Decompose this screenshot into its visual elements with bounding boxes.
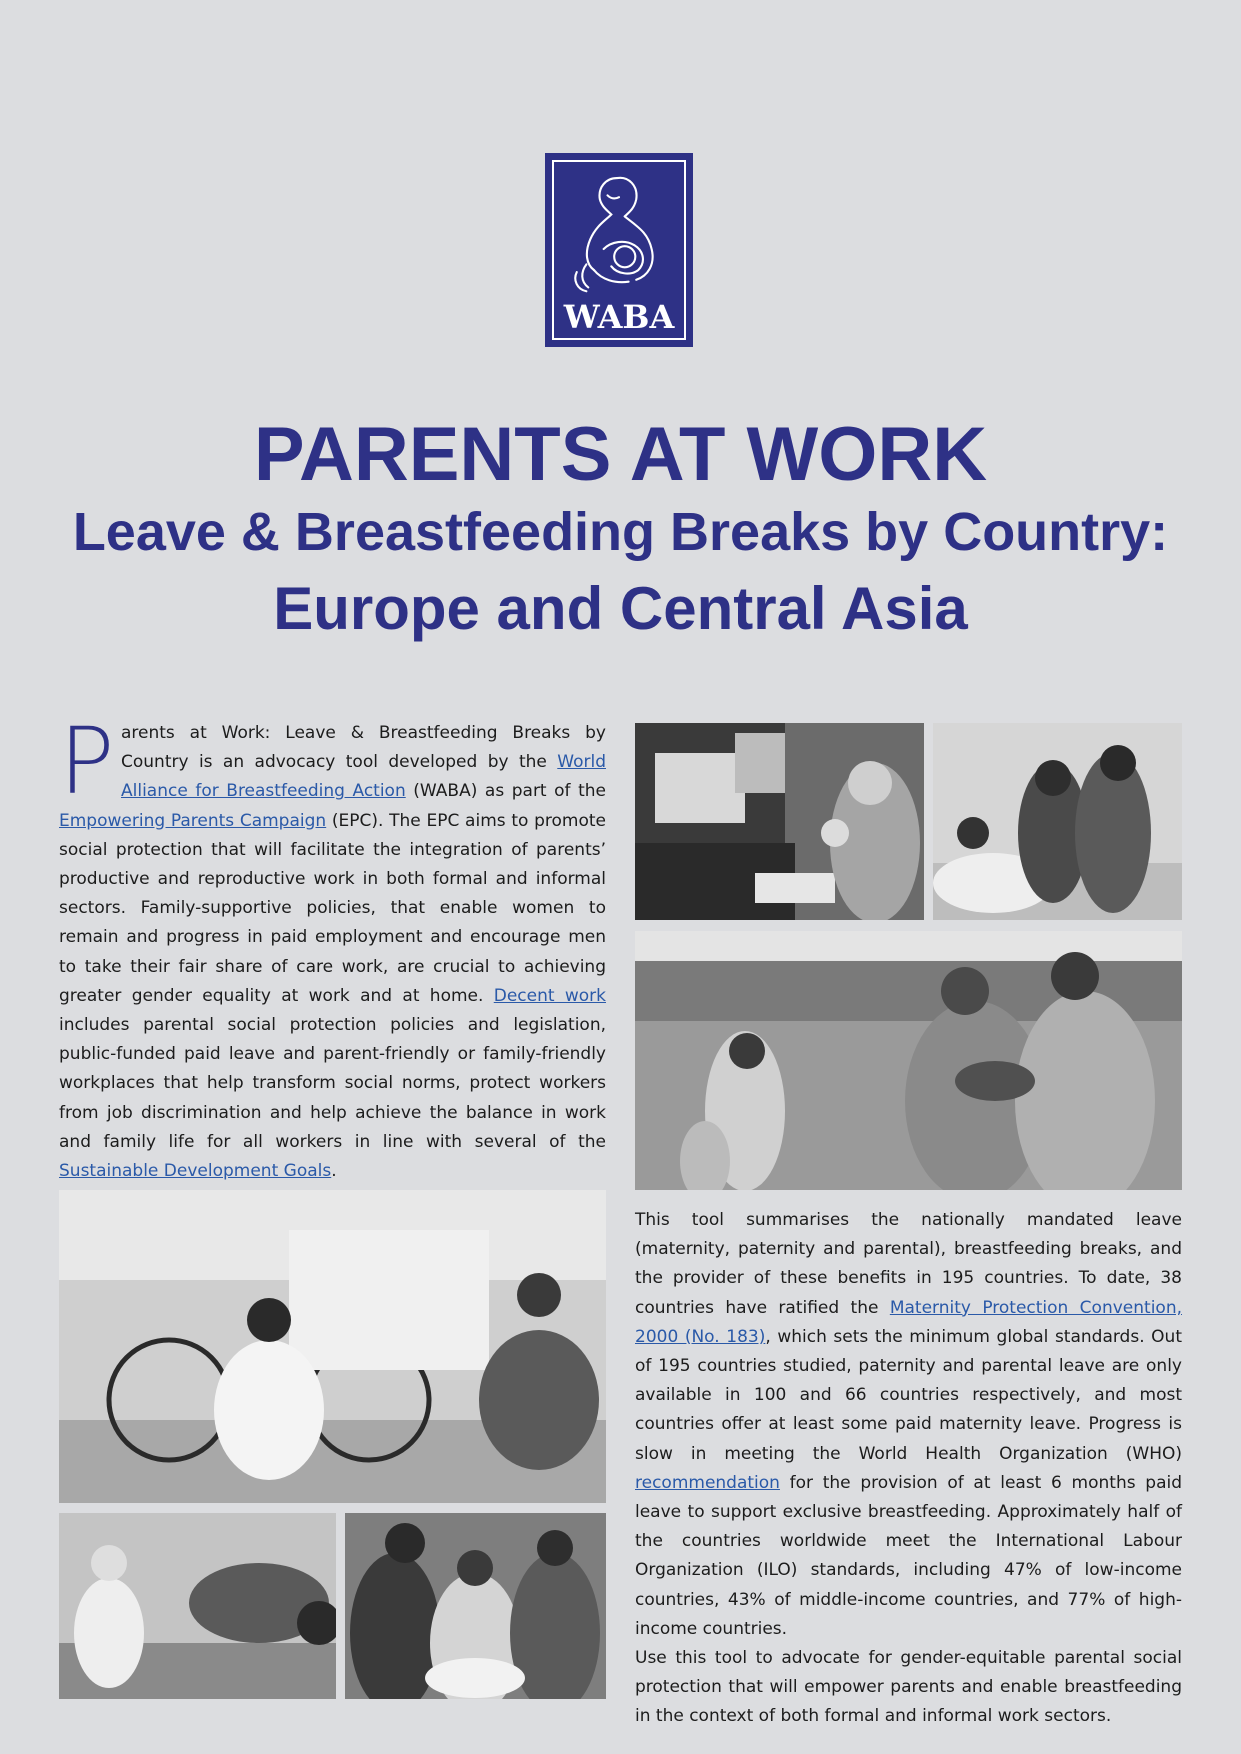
- who-recommendation-link[interactable]: recommendation: [635, 1472, 780, 1493]
- photo-group-mothers: [345, 1513, 606, 1699]
- intro-text-2: (WABA) as part of the: [405, 781, 606, 802]
- intro-text-1: arents at Work: Leave & Breastfeeding Breaks by Country is an advocacy tool developed by the: [121, 723, 606, 773]
- summary-text-3: for the provision of at least 6 months paid leave to support exclusive breastfeeding. Approximately half of the countries worldwide meet the International Labour Organization (ILO) standards, including 47% of low-income countries, 43% of middle-income countries, and 77% of high-income countries.: [635, 1472, 1182, 1639]
- page-title: PARENTS AT WORK: [253, 412, 988, 497]
- summary-section: [635, 1206, 1182, 1732]
- waba-logo: [545, 153, 693, 347]
- intro-text-4: includes parental social protection policies and legislation, public-funded paid leave and parent-friendly or family-friendly workplaces that help transform social norms, protect workers from job discrimination and help achieve the balance in work and family life for all workers in line with several of the: [59, 1015, 606, 1152]
- summary-text-2: , which sets the minimum global standards. Out of 195 countries studied, paternity and parental leave are only available in 100 and 66 countries respectively, and most countries offer at least some paid maternity leave. Progress is slow in meeting the World Health Organization (WHO): [635, 1326, 1182, 1464]
- photo-street-mother: [59, 1190, 606, 1503]
- sdg-link[interactable]: Sustainable Development Goals: [59, 1161, 332, 1182]
- photo-office-mother: [635, 723, 924, 920]
- photo-field-family: [635, 931, 1182, 1190]
- convention-183-link[interactable]: Maternity Protection Convention, 2000 (No. 183): [635, 1297, 1182, 1347]
- call-to-action-paragraph: Use this tool to advocate for gender-equitable parental social protection that will empower parents and enable breastfeeding in the context of both formal and informal work sectors.: [635, 1648, 1182, 1727]
- photo-home-mother: [59, 1513, 336, 1699]
- summary-text-1: This tool summarises the nationally mandated leave (maternity, paternity and parental), breastfeeding breaks, and the provider of these benefits in 195 countries. To date, 38 countries have ratified the: [635, 1210, 1182, 1318]
- dropcap-letter: P: [59, 708, 115, 815]
- summary-paragraph: [635, 1206, 1182, 1644]
- region-title: Europe and Central Asia: [273, 575, 968, 642]
- logo-text: WABA: [563, 298, 675, 336]
- intro-paragraph: [59, 708, 606, 1186]
- intro-text-5: .: [331, 1161, 337, 1182]
- photo-hospital-family: [933, 723, 1182, 920]
- intro-text-3: (EPC). The EPC aims to promote social protection that will facilitate the integration of parents’ productive and reproductive work in both formal and informal sectors. Family-supportive policies, that enable women to remain and progress in paid employment and encourage men to take their fair share of care work, are crucial to achieving greater gender equality at work and at home.: [59, 810, 606, 1006]
- decent-work-link[interactable]: Decent work: [493, 985, 606, 1006]
- waba-link[interactable]: World Alliance for Breastfeeding Action: [121, 752, 606, 802]
- page-subtitle: Leave & Breastfeeding Breaks by Country:: [72, 502, 1169, 562]
- epc-link[interactable]: Empowering Parents Campaign: [59, 810, 327, 831]
